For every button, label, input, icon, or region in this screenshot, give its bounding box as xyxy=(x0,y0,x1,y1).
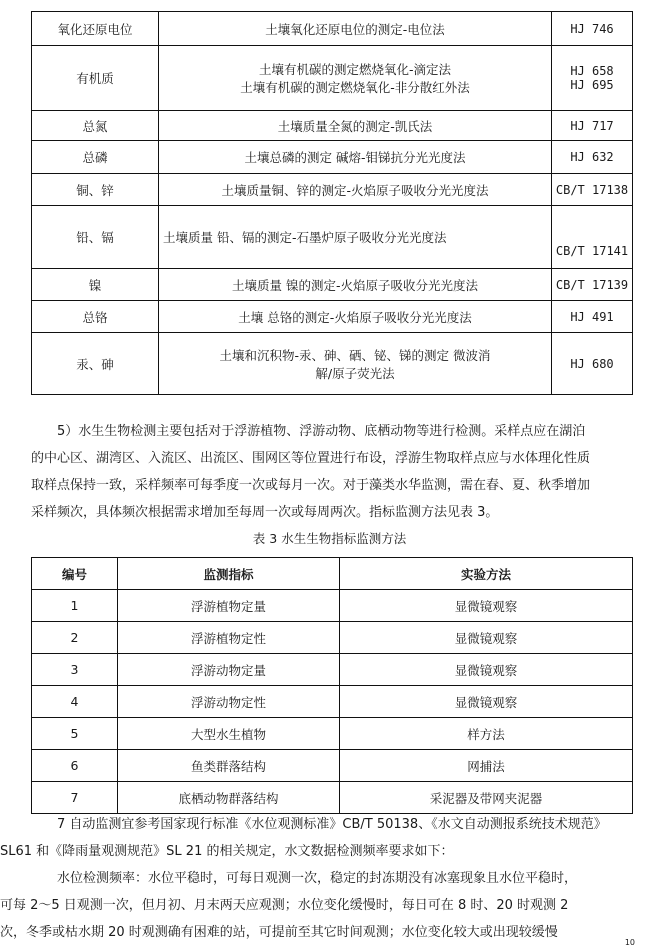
paragraph-line: 5）水生生物检测主要包括对于浮游植物、浮游动物、底栖动物等进行检测。采样点应在湖泊 xyxy=(57,424,586,439)
table-row xyxy=(32,333,633,395)
param-cell: 氧化还原电位 xyxy=(32,12,159,46)
paragraph-line: SL61 和《降雨量观测规范》SL 21 的相关规定，水文数据检测频率要求如下： xyxy=(0,844,454,859)
id-cell: 7 xyxy=(32,782,118,814)
param-cell: 总氮 xyxy=(32,111,159,141)
code-cell: CB/T 17138 xyxy=(552,174,633,206)
id-cell: 6 xyxy=(32,750,118,782)
method-cell: 土壤质量全氮的测定-凯氏法 xyxy=(159,111,552,141)
param-cell: 镍 xyxy=(32,269,159,301)
header-indicator: 监测指标 xyxy=(118,558,340,590)
id-cell: 5 xyxy=(32,718,118,750)
paragraph-water-level xyxy=(0,865,637,946)
paragraph-line: 7 自动监测宜参考国家现行标准《水位观测标准》CB/T 50138、《水文自动测报系统技术规范》 xyxy=(57,817,607,832)
code-cell: CB/T 17141 xyxy=(552,206,633,269)
method-line: 土壤有机碳的测定燃烧氧化-滴定法 xyxy=(258,62,451,77)
table-row xyxy=(32,141,633,174)
method-cell: 土壤总磷的测定 碱熔-钼锑抗分光光度法 xyxy=(159,141,552,174)
code-cell: CB/T 17139 xyxy=(552,269,633,301)
table-row xyxy=(32,46,633,111)
header-method: 实验方法 xyxy=(340,558,633,590)
table-header-row xyxy=(32,558,633,590)
paragraph-line: 水位检测频率：水位平稳时，可每日观测一次，稳定的封冻期没有冰塞现象且水位平稳时， xyxy=(57,871,578,886)
method-line: 解/原子荧光法 xyxy=(315,365,395,381)
method-cell: 显微镜观察 xyxy=(340,686,633,718)
code-cell: HJ 680 xyxy=(552,333,633,395)
param-cell: 铜、锌 xyxy=(32,174,159,206)
table-row xyxy=(32,269,633,301)
header-id: 编号 xyxy=(32,558,118,590)
method-cell: 显微镜观察 xyxy=(340,654,633,686)
method-line: 土壤有机碳的测定燃烧氧化-非分散红外法 xyxy=(240,80,470,95)
param-cell: 汞、砷 xyxy=(32,333,159,395)
method-cell: 土壤质量铜、锌的测定-火焰原子吸收分光光度法 xyxy=(159,174,552,206)
code-cell: HJ 632 xyxy=(552,141,633,174)
table-row xyxy=(32,301,633,333)
table-row xyxy=(32,782,633,814)
paragraph-line: 次，冬季或枯水期 20 时观测确有困难的站，可提前至其它时间观测；水位变化较大或出现较缓慢 xyxy=(0,925,558,940)
paragraph-auto-monitoring xyxy=(0,811,637,865)
paragraph-aquatic-monitoring xyxy=(31,418,637,526)
method-cell xyxy=(159,46,552,111)
code-cell: HJ 491 xyxy=(552,301,633,333)
method-cell: 显微镜观察 xyxy=(340,622,633,654)
code-cell xyxy=(552,46,633,111)
method-cell: 显微镜观察 xyxy=(340,590,633,622)
method-cell: 网捕法 xyxy=(340,750,633,782)
table-row xyxy=(32,718,633,750)
table3-caption: 表 3 水生生物指标监测方法 xyxy=(252,531,407,546)
paragraph-line: 可每 2～5 日观测一次，但月初、月末两天应观测；水位变化缓慢时，每日可在 8 时、20 时观测 2 xyxy=(0,898,569,913)
table-row xyxy=(32,750,633,782)
table-row xyxy=(32,111,633,141)
method-line: 土壤和沉积物-汞、砷、硒、铋、锑的测定 微波消 xyxy=(219,347,491,363)
param-cell: 有机质 xyxy=(32,46,159,111)
indicator-cell: 浮游植物定量 xyxy=(118,590,340,622)
code-line: HJ 695 xyxy=(570,78,614,92)
indicator-cell: 鱼类群落结构 xyxy=(118,750,340,782)
paragraph-line: 的中心区、湖湾区、入流区、出流区、围网区等位置进行布设，浮游生物取样点应与水体理化性质 xyxy=(31,451,591,466)
indicator-cell: 浮游动物定量 xyxy=(118,654,340,686)
code-cell: HJ 746 xyxy=(552,12,633,46)
method-cell: 土壤 总铬的测定-火焰原子吸收分光光度法 xyxy=(159,301,552,333)
paragraph-line: 取样点保持一致，采样频率可每季度一次或每月一次。对于藻类水华监测，需在春、夏、秋季增加 xyxy=(31,478,591,493)
table-row xyxy=(32,174,633,206)
id-cell: 4 xyxy=(32,686,118,718)
soil-method-table xyxy=(31,11,633,395)
table-row xyxy=(32,686,633,718)
table-row xyxy=(32,206,633,269)
param-cell: 铅、镉 xyxy=(32,206,159,269)
param-cell: 总磷 xyxy=(32,141,159,174)
method-cell xyxy=(159,333,552,395)
indicator-cell: 大型水生植物 xyxy=(118,718,340,750)
id-cell: 3 xyxy=(32,654,118,686)
indicator-cell: 底栖动物群落结构 xyxy=(118,782,340,814)
aquatic-method-table xyxy=(31,557,633,814)
table-row xyxy=(32,622,633,654)
table-row xyxy=(32,12,633,46)
indicator-cell: 浮游动物定性 xyxy=(118,686,340,718)
table-row xyxy=(32,654,633,686)
id-cell: 1 xyxy=(32,590,118,622)
param-cell: 总铬 xyxy=(32,301,159,333)
code-cell: HJ 717 xyxy=(552,111,633,141)
table-row xyxy=(32,590,633,622)
page-number: 10 xyxy=(624,938,635,947)
method-cell: 土壤质量 镍的测定-火焰原子吸收分光光度法 xyxy=(159,269,552,301)
id-cell: 2 xyxy=(32,622,118,654)
method-cell: 样方法 xyxy=(340,718,633,750)
method-cell: 土壤氧化还原电位的测定-电位法 xyxy=(159,12,552,46)
method-cell: 采泥器及带网夹泥器 xyxy=(340,782,633,814)
code-line: HJ 658 xyxy=(570,64,614,78)
indicator-cell: 浮游植物定性 xyxy=(118,622,340,654)
method-cell: 土壤质量 铅、镉的测定-石墨炉原子吸收分光光度法 xyxy=(159,206,552,269)
paragraph-line: 采样频次，具体频次根据需求增加至每周一次或每周两次。指标监测方法见表 3。 xyxy=(31,505,499,520)
